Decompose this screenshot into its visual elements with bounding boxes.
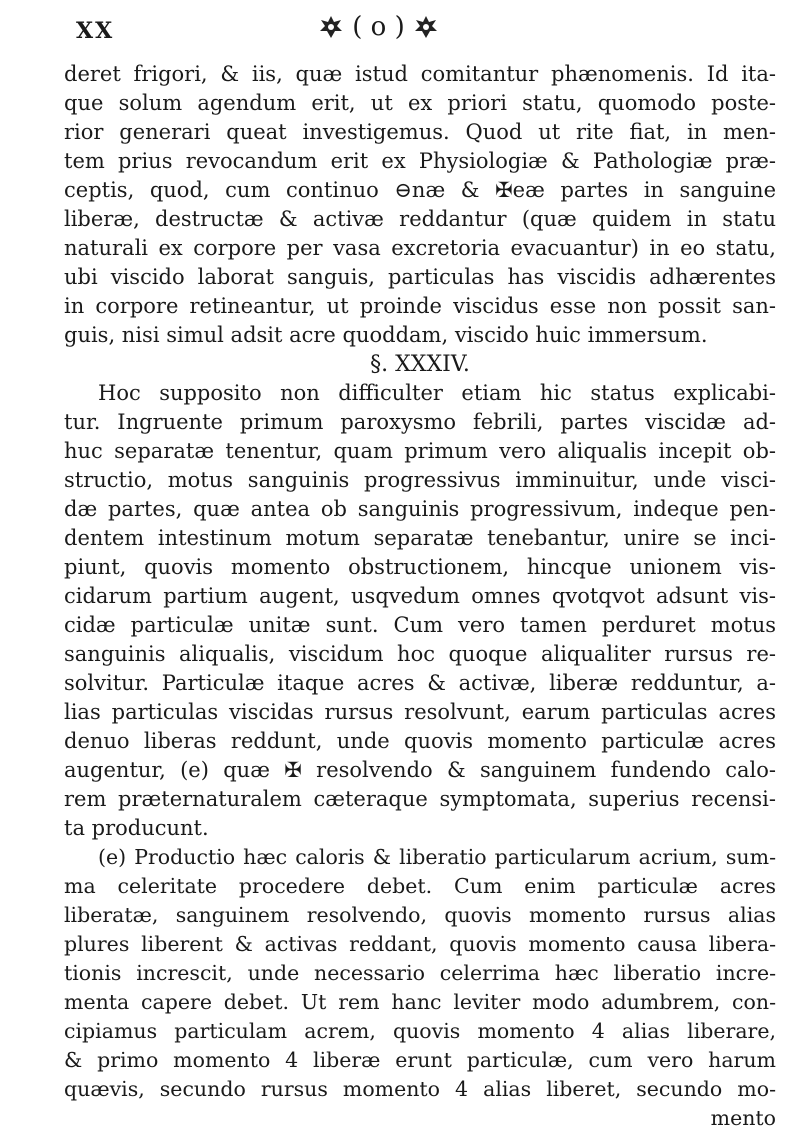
- footnote: [64, 843, 776, 1133]
- text-line: cidarum partium augent, usqvedum omnes qvotqvot adsunt vis-: [64, 584, 776, 608]
- page-number-group: [318, 12, 439, 42]
- text-line: piunt, quovis momento obstructionem, hincque unionem vis-: [64, 555, 776, 579]
- text-line: tur. Ingruente primum paroxysmo febrili, partes viscidæ ad-: [64, 410, 776, 434]
- paragraph-section-34: [64, 379, 776, 843]
- footnote-line: ma celeritate procedere debet. Cum enim particulæ acres: [64, 874, 776, 898]
- text-line: solvitur. Particulæ itaque acres & activæ, liberæ redduntur, a-: [64, 671, 776, 695]
- footnote-line: liberatæ, sanguinem resolvendo, quovis momento rursus alias: [64, 903, 776, 927]
- text-line: liberæ, destructæ & activæ reddantur (quæ quidem in statu: [64, 207, 776, 231]
- text-line: dæ partes, quæ antea ob sanguinis progressivum, indeque pen-: [64, 497, 776, 521]
- footnote-line: cipiamus particulam acrem, quovis momento 4 alias liberare,: [64, 1019, 776, 1043]
- fleuron-right-icon: [413, 14, 439, 40]
- text-line: ubi viscido laborat sanguis, particulas has viscidis adhærentes: [64, 265, 776, 289]
- text-line: lias particulas viscidas rursus resolvunt, earum particulas acres: [64, 700, 776, 724]
- text-line: naturali ex corpore per vasa excretoria evacuantur) in eo statu,: [64, 236, 776, 260]
- footnote-line: plures liberent & activas reddant, quovis momento causa libera-: [64, 932, 776, 956]
- page-header: [0, 12, 800, 56]
- page-number: ( o ): [352, 12, 405, 42]
- text-line: cidæ particulæ unitæ sunt. Cum vero tamen perduret motus: [64, 613, 776, 637]
- body-text: [64, 60, 776, 1133]
- text-line: guis, nisi simul adsit acre quoddam, viscido huic immersum.: [64, 323, 708, 347]
- text-line: in corpore retineantur, ut proinde viscidus esse non possit san-: [64, 294, 776, 318]
- footnote-line: tionis increscit, unde necessario celerrima hæc liberatio incre-: [64, 961, 776, 985]
- text-line: rior generari queat investigemus. Quod ut rite fiat, in men-: [64, 120, 776, 144]
- text-line: denuo liberas reddunt, unde quovis momento particulæ acres: [64, 729, 776, 753]
- fleuron-left-icon: [318, 14, 344, 40]
- signature-mark: XX: [76, 18, 115, 44]
- text-line: sanguinis aliqualis, viscidum hoc quoque aliqualiter rursus re-: [64, 642, 776, 666]
- text-line: que solum agendum erit, ut ex priori statu, quomodo poste-: [64, 91, 776, 115]
- text-line: deret frigori, & iis, quæ istud comitantur phænomenis. Id ita-: [64, 62, 776, 86]
- paragraph-continued: [64, 60, 776, 350]
- text-line: huc separatæ tenentur, quam primum vero aliqualis incepit ob-: [64, 439, 776, 463]
- footnote-line: quævis, secundo rursus momento 4 alias liberet, secundo mo-: [64, 1077, 776, 1101]
- text-line: dentem intestinum motum separatæ tenebantur, unire se inci-: [64, 526, 776, 550]
- text-line: ta producunt.: [64, 816, 209, 840]
- text-line: rem præternaturalem cæteraque symptomata, superius recensi-: [64, 787, 776, 811]
- catchword: mento: [710, 1106, 776, 1130]
- section-heading: §. XXXIV.: [370, 352, 470, 377]
- footnote-line: menta capere debet. Ut rem hanc leviter modo adumbrem, con-: [64, 990, 776, 1014]
- text-line: structio, motus sanguinis progressivus imminuitur, unde visci-: [64, 468, 776, 492]
- text-line: Hoc supposito non difficulter etiam hic status explicabi-: [98, 381, 776, 405]
- text-line: augentur, (e) quæ ✠ resolvendo & sanguinem fundendo calo-: [64, 758, 776, 782]
- footnote-line: & primo momento 4 liberæ erunt particulæ, cum vero harum: [64, 1048, 776, 1072]
- text-line: tem prius revocandum erit ex Physiologiæ & Pathologiæ præ-: [64, 149, 776, 173]
- footnote-line: (e) Productio hæc caloris & liberatio particularum acrium, sum-: [98, 845, 776, 869]
- text-line: ceptis, quod, cum continuo ⊖næ & ✠eæ partes in sanguine: [64, 178, 776, 202]
